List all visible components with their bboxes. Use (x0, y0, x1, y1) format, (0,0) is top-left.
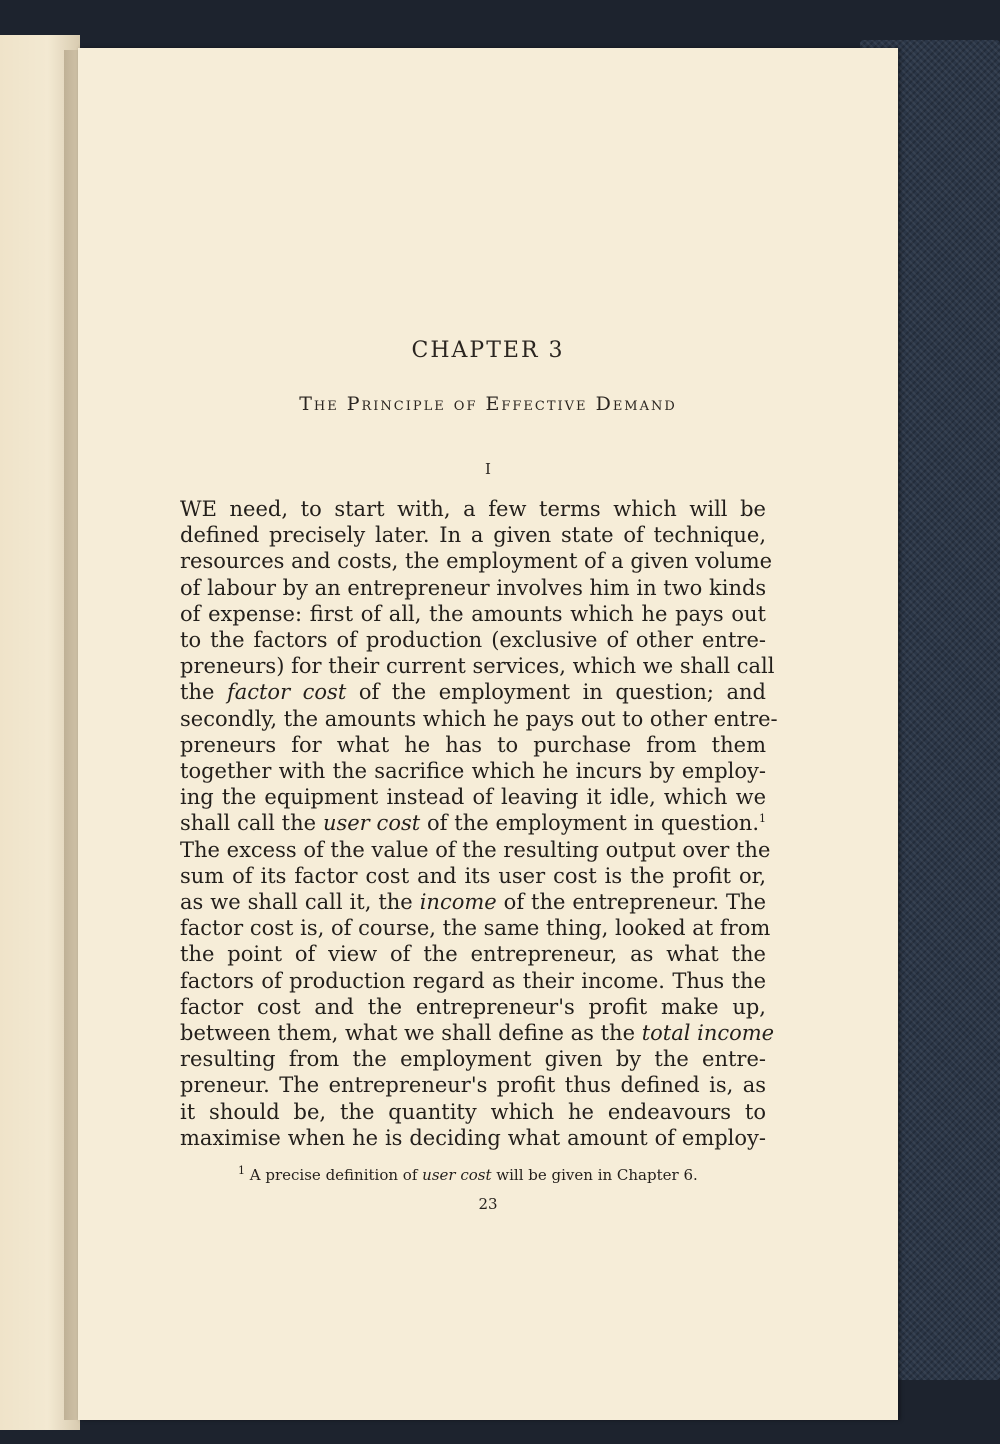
italic-term: user cost (322, 811, 421, 836)
text-line: preneurs) for their current services, which we shall call (180, 654, 775, 679)
text-line: factor cost and the entrepreneur's profit make up, (180, 994, 766, 1019)
text-line: between them, what we shall define as the total income (180, 1021, 775, 1046)
italic-term: factor cost (226, 680, 347, 705)
text-line: as we shall call it, the income of the entrepreneur. The (180, 890, 766, 915)
section-number: I (485, 460, 491, 478)
italic-term: income (419, 890, 497, 915)
text-line: shall call the user cost of the employment in question.$^1$ (180, 811, 766, 836)
book-page (78, 48, 898, 1420)
footnote-number: 1 (238, 1164, 245, 1177)
chapter-heading: CHAPTER 3 (411, 338, 565, 363)
text-line: preneur. The entrepreneur's profit thus defined is, as (180, 1073, 766, 1098)
body-text (180, 496, 778, 1151)
text-line: maximise when he is deciding what amount of employ- (180, 1125, 766, 1150)
text-line: secondly, the amounts which he pays out to other entre- (180, 706, 778, 731)
italic-term: user cost (422, 1166, 492, 1184)
text-line: of expense: first of all, the amounts which he pays out (180, 601, 766, 626)
italic-term: total income (641, 1021, 775, 1046)
text-line: ing the equipment instead of leaving it idle, which we (180, 785, 766, 810)
text-line: resulting from the employment given by the entre- (180, 1047, 766, 1072)
text-line: factors of production regard as their income. Thus the (180, 968, 766, 993)
footnote: $^1$ A precise definition of user cost will be given in Chapter 6. (238, 1164, 698, 1184)
text-line: resources and costs, the employment of a given volume (180, 549, 773, 574)
text-line: of labour by an entrepreneur involves him in two kinds (180, 575, 767, 600)
text-line: it should be, the quantity which he endeavours to (180, 1099, 766, 1124)
footnote-marker: 1 (759, 812, 766, 826)
chapter-title: The Principle of Effective Demand (299, 393, 677, 415)
text-line: preneurs for what he has to purchase from them (180, 732, 766, 757)
text-line: together with the sacrifice which he incurs by employ- (180, 759, 766, 784)
text-line: the factor cost of the employment in question; and (180, 680, 766, 705)
text-line: WE need, to start with, a few terms which will be (180, 497, 766, 521)
text-line: The excess of the value of the resulting output over the (180, 837, 771, 862)
page-number: 23 (478, 1195, 498, 1213)
text-line: to the factors of production (exclusive of other entre- (180, 628, 766, 653)
text-line: factor cost is, of course, the same thing, looked at from (180, 916, 771, 941)
text-line: sum of its factor cost and its user cost is the profit or, (180, 863, 766, 888)
text-line: the point of view of the entrepreneur, as what the (180, 942, 766, 967)
text-line: defined precisely later. In a given state of technique, (180, 523, 766, 548)
